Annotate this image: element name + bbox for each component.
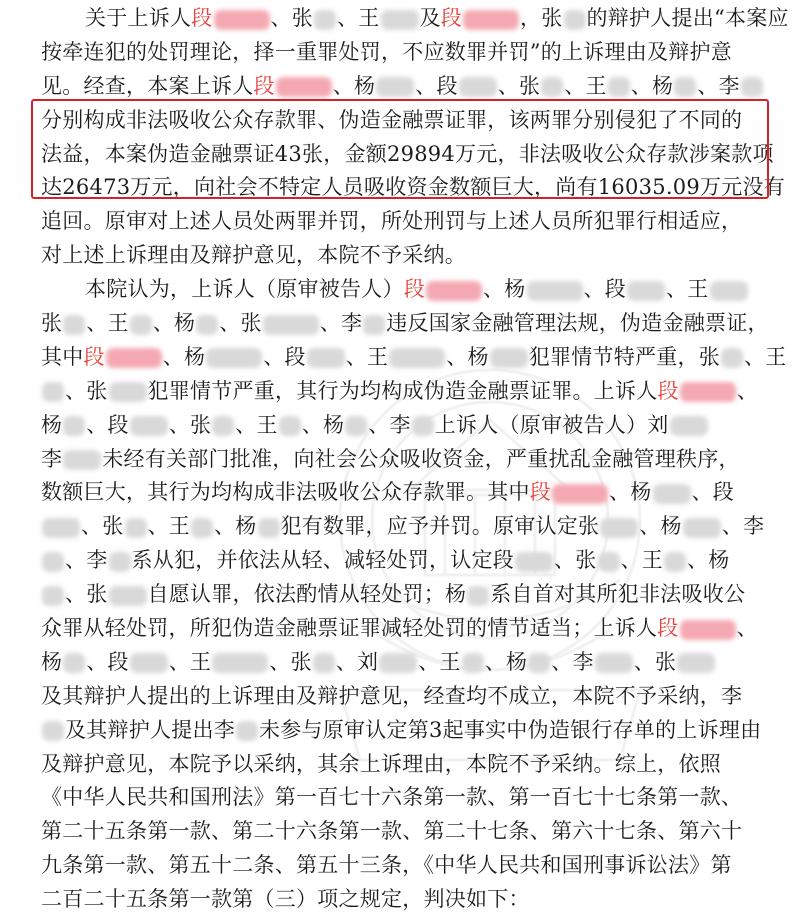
redacted-name — [741, 77, 763, 97]
text-segment: 及其辩护人提出的上诉理由及辩护意见，经查均不成立，本院不予采纳，李 — [41, 683, 743, 708]
redacted-name — [710, 281, 748, 301]
text-segment: ，张 — [520, 6, 563, 30]
highlighted-name: 段 — [253, 73, 275, 98]
text-segment: 、杨 — [162, 344, 206, 369]
text-segment: 分别构成非法吸收公众存款罪、伪造金融票证罪，该两罪分别侵犯了不同的 — [41, 107, 743, 132]
text-segment: 、张 — [65, 378, 108, 403]
redacted-name — [42, 552, 64, 572]
redacted-name — [130, 315, 152, 335]
redacted-name — [314, 10, 336, 30]
text-segment: 按牵连犯的处罚理论，择一重罪处罚，不应数罪并罚”的上诉理由及辩护意 — [41, 39, 732, 64]
text-segment: 、张 — [65, 582, 108, 607]
text-segment: 九条第一款、第五十二条、第五十三条，《中华人民共和国刑事诉讼法》第 — [41, 853, 732, 878]
text-segment: 、张 — [633, 649, 677, 674]
red-highlight-box — [31, 99, 769, 199]
redacted-name — [42, 518, 80, 538]
redacted-name — [130, 416, 168, 436]
text-line — [41, 544, 781, 578]
redacted-name — [600, 518, 638, 538]
text-segment: 自愿认罪，依法酌情从轻处罚；杨 — [147, 582, 467, 607]
redacted-name — [214, 10, 270, 30]
text-segment: 、张 — [270, 6, 313, 30]
text-line — [41, 205, 781, 239]
redacted-name — [552, 484, 608, 504]
redacted-name — [664, 552, 686, 572]
text-segment: 、杨 — [301, 412, 345, 437]
text-segment: 、杨 — [332, 73, 376, 98]
text-line — [41, 815, 781, 849]
text-segment: 对上述上诉理由及辩护意见，本院不予采纳。 — [41, 243, 466, 268]
redacted-name — [389, 348, 445, 368]
text-segment: 、李 — [368, 412, 411, 437]
text-segment: 及其辩护人提出李 — [65, 717, 235, 742]
text-segment: 、李 — [721, 514, 765, 539]
redacted-name — [109, 382, 147, 402]
text-segment: 《中华人民共和国刑法》第一百七十六条第一款、第一百七十七条第一款、 — [41, 785, 743, 810]
redacted-name — [42, 721, 64, 741]
text-segment: 、杨 — [446, 344, 489, 369]
text-segment: 、李 — [65, 548, 108, 573]
redacted-name — [63, 450, 101, 470]
text-line — [41, 2, 789, 36]
text-segment: 、张 — [554, 548, 597, 573]
redacted-name — [212, 416, 234, 436]
text-segment: 达26473万元，向社会不特定人员吸收资金数额巨大，尚有16035.09万元没有 — [41, 175, 786, 200]
text-line — [41, 883, 781, 917]
redacted-name — [376, 77, 414, 97]
text-segment: 、王 — [147, 514, 190, 539]
text-line — [41, 578, 781, 612]
text-line — [41, 443, 781, 477]
text-segment: 、段 — [86, 649, 129, 674]
text-segment: 、李 — [697, 73, 740, 98]
redacted-name — [109, 552, 131, 572]
redacted-name — [541, 77, 563, 97]
redacted-name — [595, 653, 633, 673]
text-line — [41, 748, 781, 782]
text-line — [41, 849, 781, 883]
text-segment: 第二十五条第一款、第二十六条第一款、第二十七条、第六十七条、第六十 — [41, 819, 743, 844]
text-segment: 、 — [736, 378, 758, 403]
highlighted-name: 段 — [529, 480, 551, 505]
text-line — [41, 409, 781, 443]
text-segment: 、杨 — [214, 514, 257, 539]
highlighted-name: 段 — [191, 6, 213, 30]
text-segment: 李 — [41, 446, 63, 471]
highlighted-name: 段 — [657, 616, 679, 641]
text-segment: 、段 — [691, 480, 734, 505]
text-segment: 、王 — [564, 73, 607, 98]
text-segment: 其中 — [41, 344, 84, 369]
redacted-name — [680, 382, 736, 402]
highlighted-name: 段 — [403, 277, 425, 302]
text-segment: 法益，本案伪造金融票证43张，金额29894万元，非法吸收公众存款涉案款项 — [41, 141, 774, 166]
text-segment: 、杨 — [639, 514, 682, 539]
text-segment: 及 — [419, 6, 441, 30]
text-segment: 、李 — [319, 311, 363, 336]
redacted-name — [459, 77, 497, 97]
text-line — [41, 612, 781, 646]
redacted-name — [313, 653, 335, 673]
text-segment: 、王 — [337, 6, 380, 30]
redacted-name — [721, 348, 743, 368]
text-segment: 、张 — [497, 73, 541, 98]
text-line — [41, 680, 781, 714]
redacted-name — [63, 315, 85, 335]
redacted-name — [63, 416, 85, 436]
redacted-name — [212, 653, 268, 673]
text-segment: 关于上诉人 — [85, 6, 192, 30]
text-segment: 、杨 — [152, 311, 196, 336]
redacted-name — [467, 586, 489, 606]
redacted-name — [206, 348, 262, 368]
text-line — [41, 781, 781, 815]
text-segment: 二百二十五条第一款第（三）项之规定，判决如下： — [41, 887, 530, 912]
text-segment: 上诉人（原审被告人）刘 — [434, 412, 669, 437]
redacted-name — [564, 10, 586, 30]
text-segment: 杨 — [41, 649, 63, 674]
text-line — [41, 36, 781, 70]
text-segment: 、刘 — [335, 649, 379, 674]
text-segment: 、段 — [583, 277, 626, 302]
text-segment: 、杨 — [484, 649, 528, 674]
redacted-name — [258, 518, 280, 538]
text-segment: 、王 — [86, 311, 129, 336]
redacted-name — [276, 77, 332, 97]
redacted-name — [627, 281, 665, 301]
highlighted-name: 段 — [657, 378, 679, 403]
text-segment: 、杨 — [609, 480, 652, 505]
text-segment: 、张 — [81, 514, 124, 539]
redacted-name — [363, 315, 385, 335]
highlighted-name: 段 — [440, 6, 462, 30]
redacted-name — [527, 281, 583, 301]
text-segment: 、王 — [235, 412, 278, 437]
text-segment: 张 — [41, 311, 63, 336]
text-segment: 未参与原审认定第3起事实中伪造银行存单的上诉理由 — [259, 717, 762, 742]
text-segment: 本院认为，上诉人（原审被告人） — [85, 277, 404, 302]
text-segment: 、杨 — [630, 73, 674, 98]
redacted-name — [463, 10, 519, 30]
redacted-name — [263, 315, 319, 335]
text-segment: 杨 — [41, 412, 63, 437]
text-segment: 、王 — [168, 649, 212, 674]
text-segment: 、王 — [666, 277, 709, 302]
text-segment: 系自首对其所犯非法吸收公 — [490, 582, 746, 607]
text-segment: 犯罪情节特严重，张 — [528, 344, 720, 369]
redacted-name — [191, 518, 213, 538]
redacted-name — [653, 484, 691, 504]
redacted-name — [106, 348, 162, 368]
redacted-name — [515, 552, 553, 572]
text-line — [41, 476, 781, 510]
redacted-name — [345, 416, 367, 436]
redacted-name — [490, 348, 528, 368]
text-segment: 、 — [736, 616, 758, 641]
text-segment: 的辩护人提出“本案应 — [586, 6, 789, 30]
redacted-name — [381, 10, 419, 30]
text-line — [41, 646, 781, 680]
redacted-name — [42, 586, 64, 606]
redacted-name — [426, 281, 482, 301]
redacted-name — [42, 382, 64, 402]
text-segment: 、张 — [219, 311, 262, 336]
text-segment: 、杨 — [483, 277, 526, 302]
text-line — [41, 714, 781, 748]
redacted-name — [680, 620, 736, 640]
text-line — [41, 341, 787, 375]
redacted-name — [379, 653, 417, 673]
redacted-name — [677, 653, 715, 673]
redacted-name — [236, 721, 258, 741]
redacted-name — [462, 653, 484, 673]
text-segment: 系从犯，并依法从轻、减轻处罚，认定段 — [131, 548, 514, 573]
text-segment: 追回。原审对上述人员处两罪并罚，所处刑罚与上述人员所犯罪行相适应， — [41, 209, 743, 234]
text-segment: 、王 — [620, 548, 663, 573]
text-segment: 犯有数罪，应予并罚。原审认定张 — [280, 514, 600, 539]
text-segment: 众罪从轻处罚，所犯伪造金融票证罪减轻处罚的情节适当；上诉人 — [41, 616, 658, 641]
redacted-name — [307, 348, 345, 368]
text-line — [41, 307, 781, 341]
text-segment: 违反国家金融管理法规，伪造金融票证， — [386, 311, 769, 336]
text-segment: 、张 — [168, 412, 212, 437]
text-line — [41, 375, 781, 409]
redacted-name — [63, 653, 85, 673]
redacted-name — [528, 653, 550, 673]
text-segment: 、张 — [269, 649, 312, 674]
text-segment: 犯罪情节严重，其行为均构成伪造金融票证罪。上诉人 — [147, 378, 658, 403]
highlighted-name: 段 — [83, 344, 105, 369]
redacted-name — [109, 586, 147, 606]
text-line — [41, 239, 781, 273]
text-segment: 、李 — [551, 649, 594, 674]
text-line — [41, 273, 781, 307]
redacted-name — [412, 416, 434, 436]
text-segment: 、王 — [418, 649, 461, 674]
text-segment: 、杨 — [687, 548, 730, 573]
text-segment: 数额巨大，其行为均构成非法吸收公众存款罪。其中 — [41, 480, 530, 505]
redacted-name — [196, 315, 218, 335]
redacted-name — [674, 77, 696, 97]
text-segment: 、王 — [345, 344, 389, 369]
redacted-name — [125, 518, 147, 538]
redacted-name — [608, 77, 630, 97]
text-segment: 、段 — [415, 73, 458, 98]
redacted-name — [670, 416, 708, 436]
redacted-name — [683, 518, 721, 538]
text-segment: 、段 — [263, 344, 306, 369]
text-segment: 、王 — [744, 344, 787, 369]
redacted-name — [598, 552, 620, 572]
text-segment: 、段 — [86, 412, 129, 437]
text-segment: 及辩护意见，本院予以采纳，其余上诉理由，本院不予采纳。综上，依照 — [41, 751, 721, 776]
text-segment: 未经有关部门批准，向社会公众吸收资金，严重扰乱金融管理秩序， — [102, 446, 740, 471]
redacted-name — [130, 653, 168, 673]
redacted-name — [279, 416, 301, 436]
text-segment: 见。经查，本案上诉人 — [41, 73, 254, 98]
text-line — [41, 510, 781, 544]
